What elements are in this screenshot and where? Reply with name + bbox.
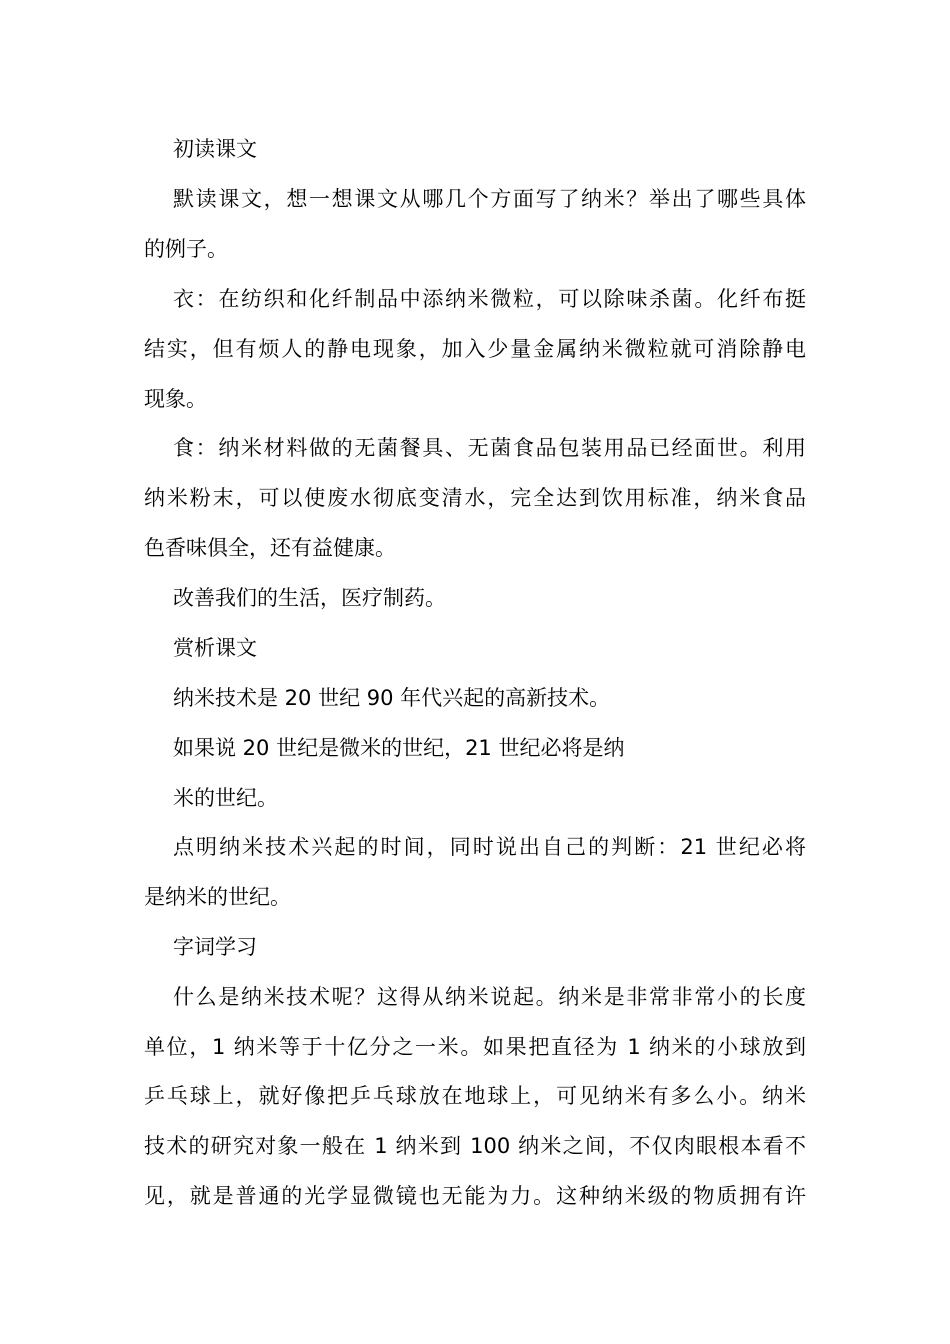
paragraph-line: 是纳米的世纪。 xyxy=(144,885,291,909)
paragraph-line: 乒乓球上，就好像把乒乓球放在地球上，可见纳米有多么小。纳米 xyxy=(144,1084,806,1108)
section-heading-appreciation: 赏析课文 xyxy=(173,636,257,660)
paragraph-line: 技术的研究对象一般在 1 纳米到 100 纳米之间，不仅肉眼根本看不 xyxy=(144,1134,806,1158)
section-heading-first-reading: 初读课文 xyxy=(173,137,257,161)
paragraph-line: 改善我们的生活，医疗制药。 xyxy=(173,586,446,610)
paragraph-line: 默读课文，想一想课文从哪几个方面写了纳米？举出了哪些具体 xyxy=(173,187,806,211)
paragraph-line: 点明纳米技术兴起的时间，同时说出自己的判断：21 世纪必将 xyxy=(173,835,806,859)
paragraph-line: 食：纳米材料做的无菌餐具、无菌食品包装用品已经面世。利用 xyxy=(173,436,806,460)
paragraph-line: 纳米粉末，可以使废水彻底变清水，完全达到饮用标准，纳米食品 xyxy=(144,486,806,510)
paragraph-line: 如果说 20 世纪是微米的世纪，21 世纪必将是纳 xyxy=(173,736,625,760)
paragraph-line: 衣：在纺织和化纤制品中添纳米微粒，可以除味杀菌。化纤布挺 xyxy=(173,287,806,311)
paragraph-line: 单位，1 纳米等于十亿分之一米。如果把直径为 1 纳米的小球放到 xyxy=(144,1035,806,1059)
paragraph-line: 现象。 xyxy=(144,387,207,411)
section-heading-vocabulary: 字词学习 xyxy=(173,935,257,959)
paragraph-line: 见，就是普通的光学显微镜也无能为力。这种纳米级的物质拥有许 xyxy=(144,1184,806,1208)
paragraph-line: 的例子。 xyxy=(144,237,228,261)
paragraph-line: 色香味俱全，还有益健康。 xyxy=(144,536,396,560)
paragraph-line: 什么是纳米技术呢？这得从纳米说起。纳米是非常非常小的长度 xyxy=(173,985,806,1009)
paragraph-line: 纳米技术是 20 世纪 90 年代兴起的高新技术。 xyxy=(173,686,611,710)
paragraph-line: 结实，但有烦人的静电现象，加入少量金属纳米微粒就可消除静电 xyxy=(144,337,806,361)
paragraph-line: 米的世纪。 xyxy=(173,786,278,810)
